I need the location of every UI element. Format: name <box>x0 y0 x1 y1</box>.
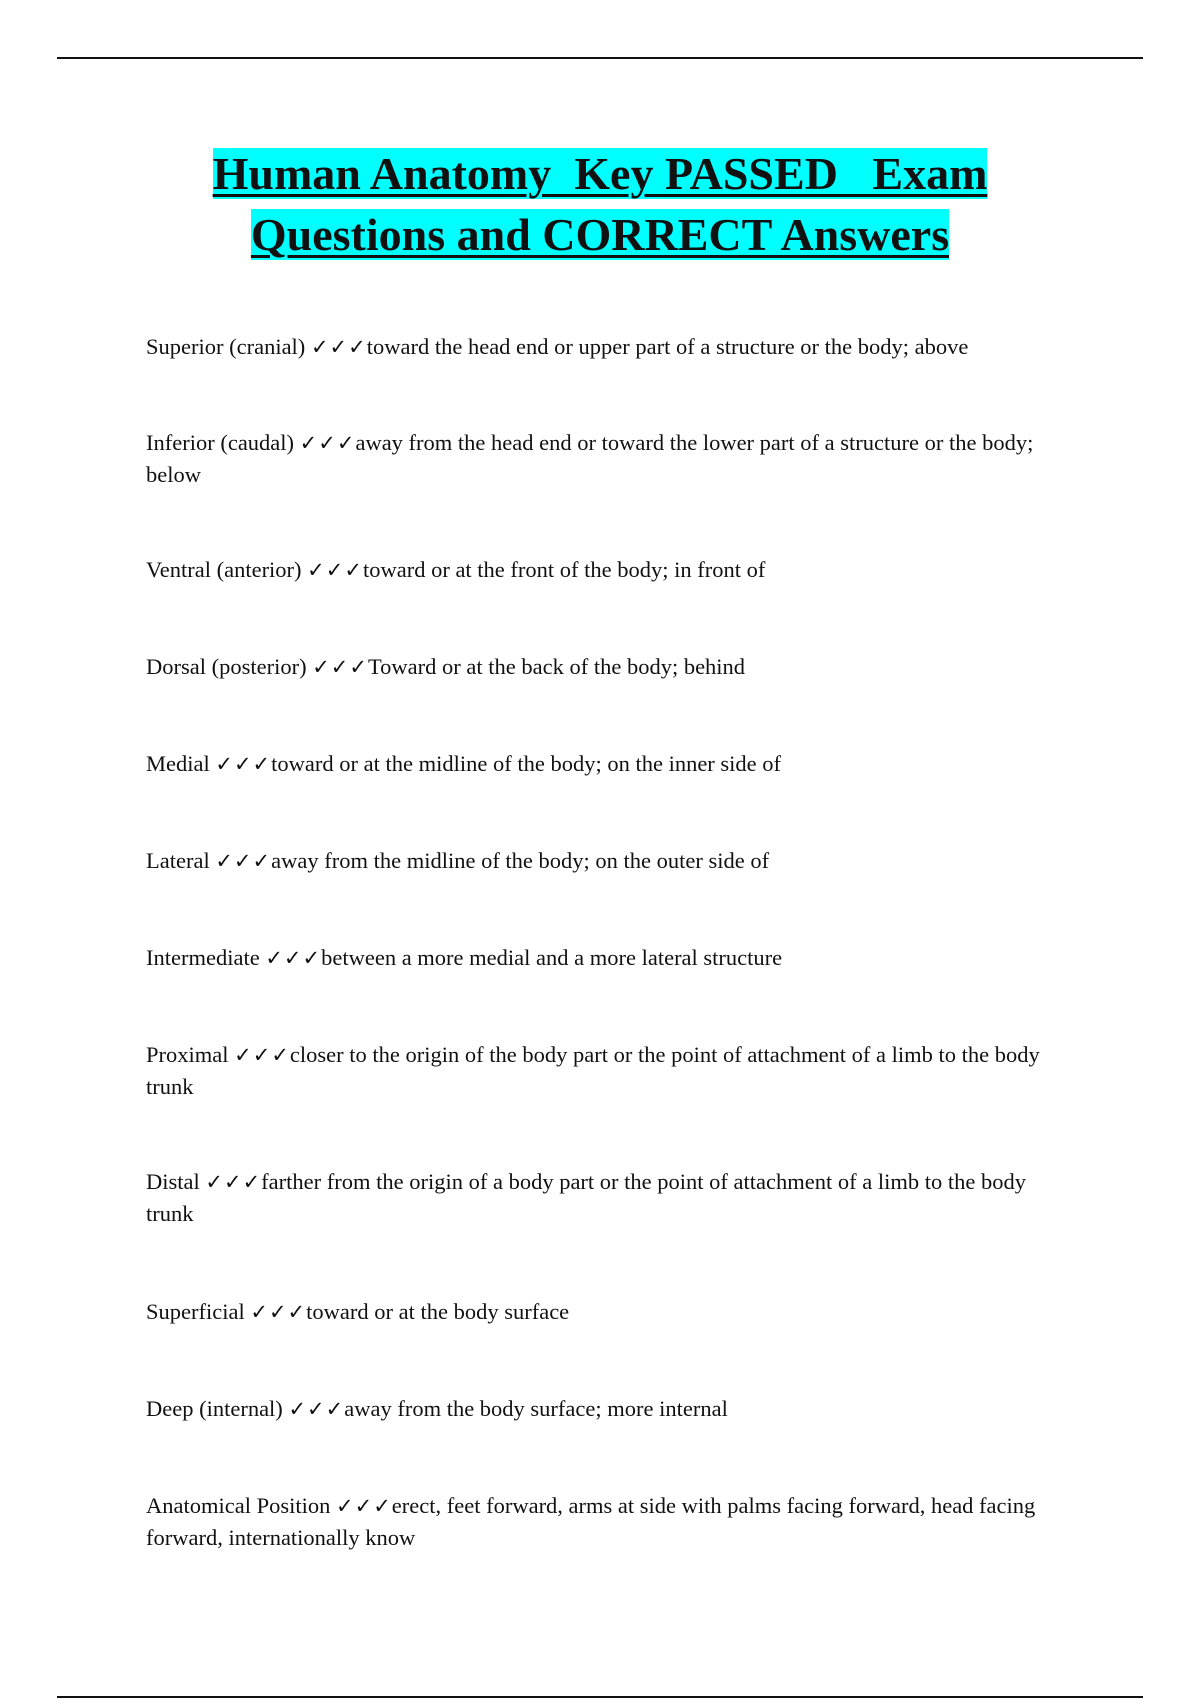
qa-item <box>146 1393 1066 1425</box>
qa-item <box>146 331 1066 363</box>
qa-definition: farther from the origin of a body part or the point of attachment of a limb to the body trunk <box>146 1169 1026 1226</box>
bottom-rule <box>57 1696 1143 1698</box>
qa-definition: closer to the origin of the body part or the point of attachment of a limb to the body trunk <box>146 1042 1040 1099</box>
qa-item <box>146 427 1066 490</box>
qa-item <box>146 1039 1066 1102</box>
qa-item <box>146 845 1066 877</box>
qa-definition: away from the midline of the body; on the outer side of <box>271 848 770 873</box>
qa-definition: toward or at the midline of the body; on the inner side of <box>271 751 782 776</box>
checkmarks-icon: ✓✓✓ <box>299 431 356 455</box>
qa-definition: Toward or at the back of the body; behind <box>368 654 746 679</box>
qa-item <box>146 748 1066 780</box>
qa-term: Superior (cranial) <box>146 334 306 359</box>
checkmarks-icon: ✓✓✓ <box>250 1300 307 1324</box>
qa-item <box>146 1166 1066 1229</box>
qa-term: Superficial <box>146 1299 245 1324</box>
qa-term: Anatomical Position <box>146 1493 331 1518</box>
checkmarks-icon: ✓✓✓ <box>336 1494 392 1518</box>
qa-term: Lateral <box>146 848 210 873</box>
qa-definition: erect, feet forward, arms at side with palms facing forward, head facing forward, internationally know <box>146 1493 1036 1550</box>
qa-definition: away from the head end or toward the lower part of a structure or the body; below <box>146 430 1034 487</box>
checkmarks-icon: ✓✓✓ <box>307 558 363 582</box>
qa-definition: toward or at the front of the body; in front of <box>362 557 766 582</box>
checkmarks-icon: ✓✓✓ <box>234 1043 290 1067</box>
top-rule <box>57 57 1143 59</box>
qa-definition: between a more medial and a more lateral structure <box>321 945 783 970</box>
checkmarks-icon: ✓✓✓ <box>288 1397 345 1421</box>
qa-term: Deep (internal) <box>146 1396 283 1421</box>
qa-term: Intermediate <box>146 945 260 970</box>
title-line-1: Human Anatomy Key PASSED Exam <box>212 148 988 199</box>
checkmarks-icon: ✓✓✓ <box>265 946 322 970</box>
checkmarks-icon: ✓✓✓ <box>215 752 272 776</box>
qa-item <box>146 554 1066 586</box>
title-line-2: Questions and CORRECT Answers <box>250 209 950 260</box>
checkmarks-icon: ✓✓✓ <box>310 335 367 359</box>
qa-item <box>146 651 1066 683</box>
qa-term: Inferior (caudal) <box>146 430 295 455</box>
checkmarks-icon: ✓✓✓ <box>215 849 272 873</box>
qa-term: Ventral (anterior) <box>146 557 302 582</box>
qa-item <box>146 942 1066 974</box>
qa-term: Dorsal (posterior) <box>146 654 307 679</box>
qa-term: Proximal <box>146 1042 229 1067</box>
qa-definition: away from the body surface; more internal <box>344 1396 728 1421</box>
qa-definition: toward the head end or upper part of a structure or the body; above <box>366 334 969 359</box>
page-title <box>100 143 1100 265</box>
qa-term: Medial <box>146 751 210 776</box>
checkmarks-icon: ✓✓✓ <box>205 1170 262 1194</box>
qa-item <box>146 1296 1066 1328</box>
qa-item <box>146 1490 1066 1553</box>
checkmarks-icon: ✓✓✓ <box>312 655 368 679</box>
qa-term: Distal <box>146 1169 200 1194</box>
qa-definition: toward or at the body surface <box>306 1299 570 1324</box>
